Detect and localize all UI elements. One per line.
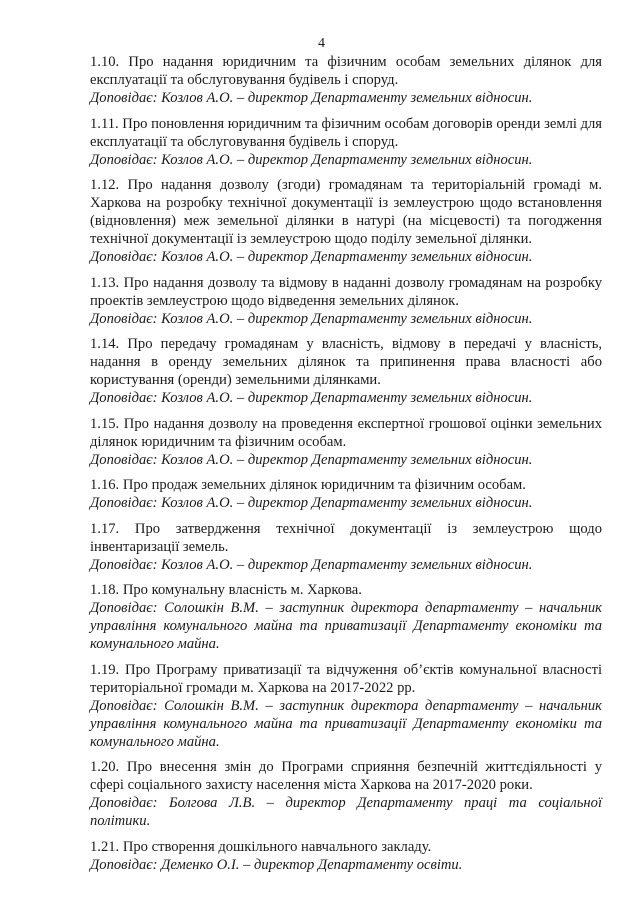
page-number: 4 [318,36,325,51]
agenda-item-text: 1.16. Про продаж земельних ділянок юридичним та фізичним особам. [90,477,526,493]
agenda-item-1-11 [90,115,602,169]
agenda-item-1-14 [90,335,602,407]
agenda-item-speaker: Доповідає: Козлов А.О. – директор Департаменту земельних відносин. [90,151,533,168]
agenda-item-text: 1.13. Про надання дозволу та відмову в наданні дозволу громадянам на розробку проектів землеустрою щодо відведення земельних ділянок. [90,274,602,309]
agenda-item-1-17 [90,520,602,574]
agenda-list [90,53,602,881]
agenda-item-1-19 [90,661,602,751]
agenda-item-1-21 [90,838,602,874]
agenda-item-text: 1.14. Про передачу громадянам у власність, відмову в передачі у власність, надання в оренду земельних ділянок та припинення права власності або користування (оренди) земельними ділянками. [90,336,602,388]
agenda-item-speaker: Доповідає: Козлов А.О. – директор Департаменту земельних відносин. [90,495,533,511]
agenda-item-speaker: Доповідає: Солошкін В.М. – заступник директора департаменту – начальник управління комунального майна та приватизації Департаменту економіки та комунального майна. [90,697,602,750]
agenda-item-speaker: Доповідає: Болгова Л.В. – директор Департаменту праці та соціальної політики. [90,795,602,829]
agenda-item-text: 1.21. Про створення дошкільного навчального закладу. [90,838,432,855]
agenda-item-speaker: Доповідає: Козлов А.О. – директор Департаменту земельних відносин. [90,310,533,327]
agenda-item-1-18 [90,581,602,653]
agenda-item-speaker: Доповідає: Деменко О.І. – директор Департаменту освіти. [90,856,463,873]
agenda-item-1-13 [90,274,602,328]
agenda-item-text: 1.11. Про поновлення юридичним та фізичним особам договорів оренди землі для експлуатації та обслуговування будівель і споруд. [90,115,602,150]
agenda-item-speaker: Доповідає: Козлов А.О. – директор Департаменту земельних відносин. [90,90,533,106]
agenda-item-text: 1.15. Про надання дозволу на проведення експертної грошової оцінки земельних ділянок юридичним та фізичним особам. [90,415,602,450]
agenda-item-1-12 [90,176,602,266]
agenda-item-speaker: Доповідає: Козлов А.О. – директор Департаменту земельних відносин. [90,390,533,406]
agenda-item-text: 1.12. Про надання дозволу (згоди) громадянам та територіальній громаді м. Харкова на розробку технічної документації із землеустрою щодо встановлення (відновлення) меж земельної ділянки в натурі (на місцевості) та погодження технічної документації із землеустрою щодо поділу земельної ділянки. [90,177,602,247]
agenda-item-text: 1.17. Про затвердження технічної документації із землеустрою щодо інвентаризації земель. [90,520,602,555]
agenda-item-1-20 [90,758,602,830]
agenda-item-text: 1.19. Про Програму приватизації та відчуження об’єктів комунальної власності територіальної громади м. Харкова на 2017-2022 рр. [90,661,602,696]
agenda-item-speaker: Доповідає: Козлов А.О. – директор Департаменту земельних відносин. [90,249,533,265]
agenda-item-text: 1.20. Про внесення змін до Програми сприяння безпечній життєдіяльності у сфері соціального захисту населення міста Харкова на 2017-2020 роки. [90,759,602,793]
agenda-item-1-10 [90,53,602,107]
agenda-item-speaker: Доповідає: Солошкін В.М. – заступник директора департаменту – начальник управління комунального майна та приватизації Департаменту економіки та комунального майна. [90,600,602,652]
agenda-item-speaker: Доповідає: Козлов А.О. – директор Департаменту земельних відносин. [90,451,533,468]
agenda-item-text: 1.10. Про надання юридичним та фізичним особам земельних ділянок для експлуатації та обслуговування будівель і споруд. [90,54,602,88]
agenda-item-1-16 [90,476,602,512]
agenda-item-1-15 [90,415,602,469]
agenda-item-text: 1.18. Про комунальну власність м. Харкова. [90,582,362,598]
agenda-item-speaker: Доповідає: Козлов А.О. – директор Департаменту земельних відносин. [90,556,533,573]
